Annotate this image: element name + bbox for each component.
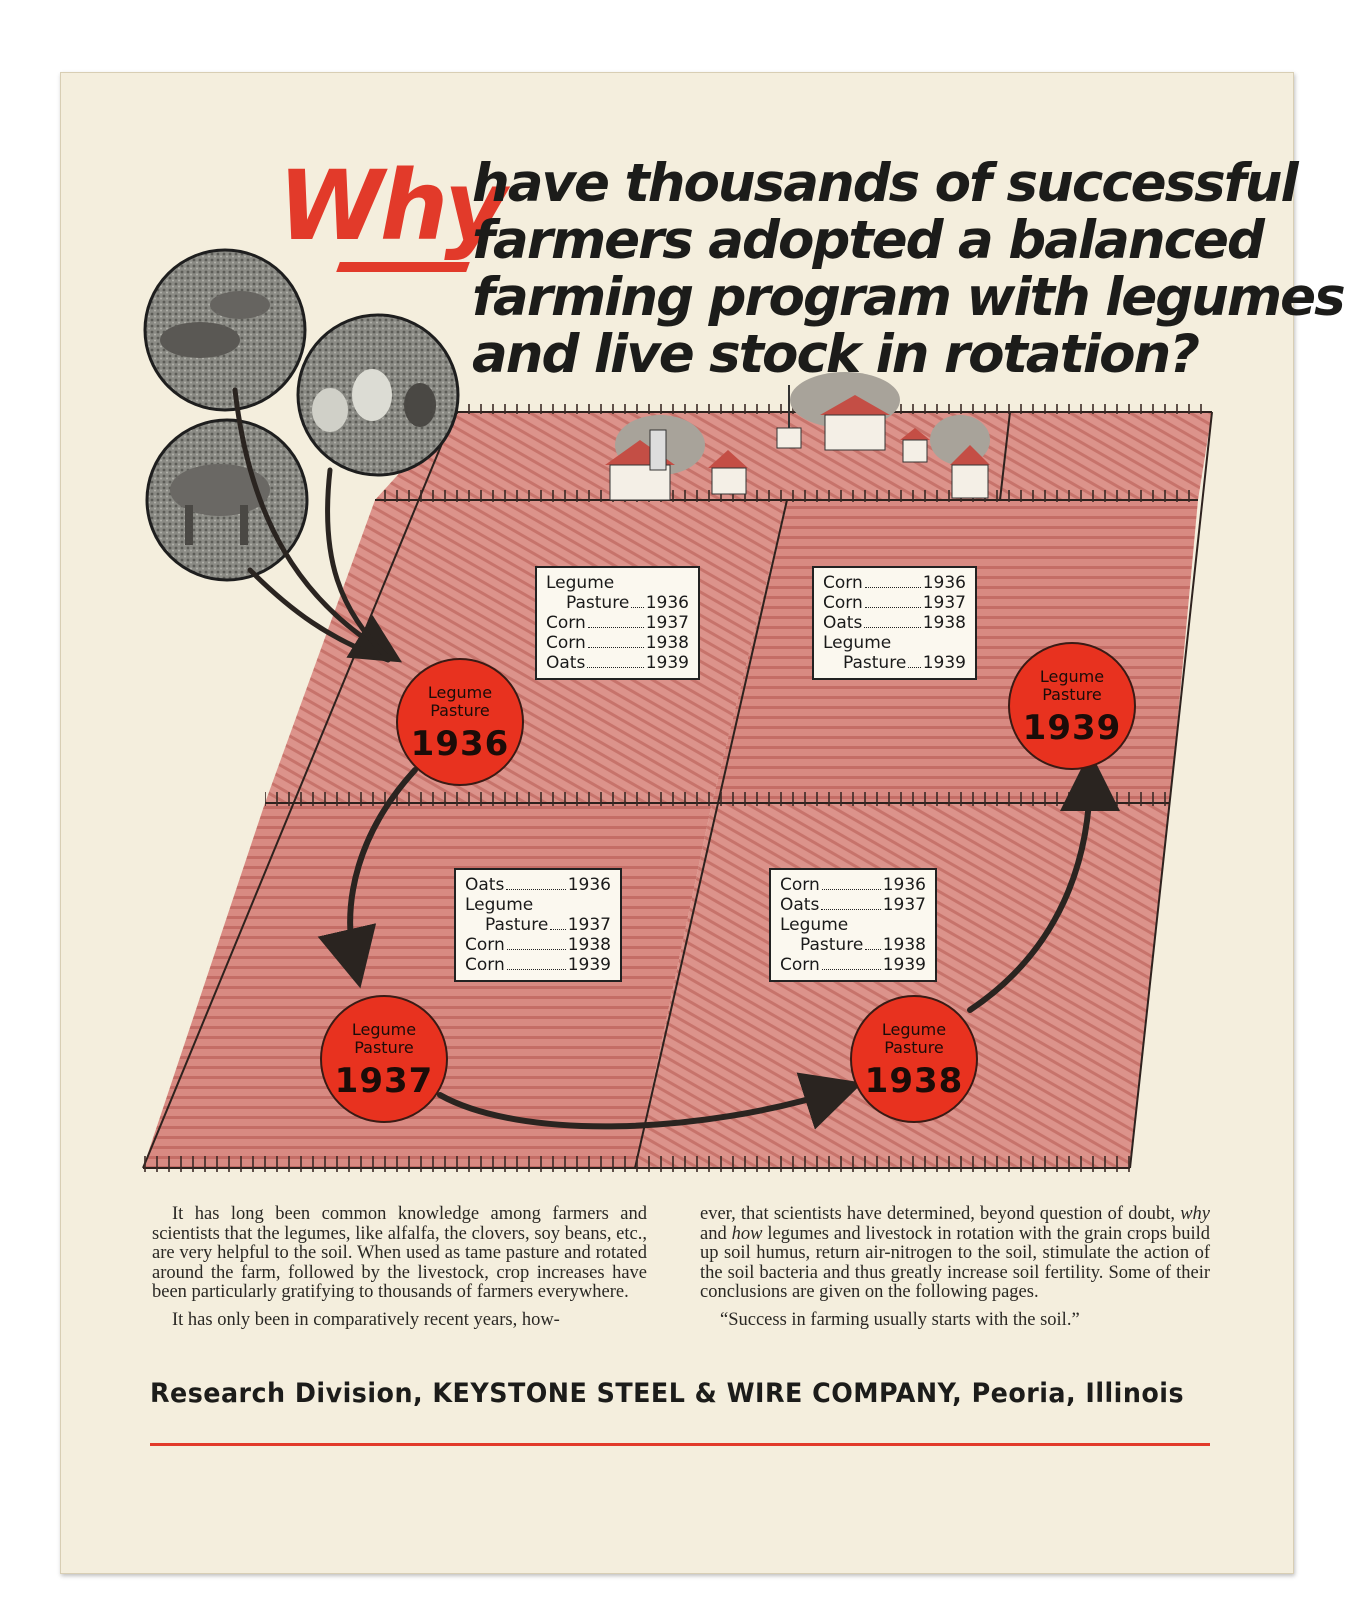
year-label: 1938 xyxy=(567,935,611,955)
field-bottom-left xyxy=(143,803,712,1168)
badge-line-1: Legume xyxy=(427,683,493,702)
rotation-box-field-4 xyxy=(769,868,937,982)
body-column-right xyxy=(700,1205,1210,1330)
crop-label: Oats xyxy=(546,653,586,673)
rotation-row xyxy=(546,653,689,673)
rotation-row xyxy=(823,573,966,593)
year-label: 1938 xyxy=(882,935,926,955)
year-label: 1937 xyxy=(882,895,926,915)
body-paragraph-3 xyxy=(700,1205,1210,1303)
crop-label: Corn xyxy=(823,573,863,593)
year-label: 1936 xyxy=(645,593,689,613)
badge-line-1: Legume xyxy=(1039,667,1105,686)
rotation-box-field-2 xyxy=(812,566,977,680)
photo-cattle xyxy=(298,315,458,475)
field-back xyxy=(375,412,1212,500)
rotation-row xyxy=(823,633,966,653)
body-column-left xyxy=(152,1205,647,1330)
badge-line-2: Pasture xyxy=(354,1038,414,1057)
headline-line-2: farmers adopted a balanced xyxy=(472,210,1263,271)
year-label: 1939 xyxy=(922,653,966,673)
rotation-box-field-3 xyxy=(454,868,622,982)
rotation-row xyxy=(546,633,689,653)
badge-line-1: Legume xyxy=(351,1020,417,1039)
fence-rail-cross xyxy=(265,792,1170,806)
rotation-row xyxy=(546,573,689,593)
rotation-row xyxy=(546,593,689,613)
year-label: 1938 xyxy=(645,633,689,653)
crop-label: Legume xyxy=(823,633,892,653)
crop-label: Legume xyxy=(780,915,849,935)
rotation-row xyxy=(465,935,611,955)
body-emphasis-why: why xyxy=(1180,1204,1210,1224)
crop-label: Oats xyxy=(823,613,863,633)
headline-why: Why xyxy=(278,150,503,262)
headline xyxy=(472,153,1344,385)
crop-label: Corn xyxy=(546,613,586,633)
body-quote: “Success in farming usually starts with the soil.” xyxy=(720,1309,1080,1330)
badge-legume-pasture-1936 xyxy=(396,658,524,786)
year-label: 1937 xyxy=(567,915,611,935)
rotation-row xyxy=(465,915,611,935)
rotation-row xyxy=(780,875,926,895)
fence-rail-mid xyxy=(375,490,1198,502)
year-label: 1936 xyxy=(922,573,966,593)
crop-label: Legume xyxy=(465,895,534,915)
crop-label: Corn xyxy=(780,955,820,975)
crop-label: Pasture xyxy=(800,935,864,955)
year-label: 1936 xyxy=(567,875,611,895)
rotation-row xyxy=(465,955,611,975)
badge-year: 1939 xyxy=(1022,708,1122,748)
crop-label: Corn xyxy=(780,875,820,895)
crop-label: Corn xyxy=(465,955,505,975)
badge-year: 1936 xyxy=(410,724,510,764)
crop-label: Corn xyxy=(823,593,863,613)
crop-label: Pasture xyxy=(485,915,549,935)
year-label: 1937 xyxy=(645,613,689,633)
badge-line-2: Pasture xyxy=(430,701,490,720)
rotation-row xyxy=(465,895,611,915)
why-underline xyxy=(336,262,470,272)
photo-pigs xyxy=(145,250,305,410)
badge-legume-pasture-1938 xyxy=(850,995,978,1123)
rotation-row xyxy=(780,895,926,915)
rotation-row xyxy=(780,935,926,955)
rotation-row xyxy=(465,875,611,895)
headline-line-3: farming program with legumes xyxy=(472,267,1344,328)
rotation-row xyxy=(823,613,966,633)
body-emphasis-how: how xyxy=(731,1223,763,1244)
year-label: 1938 xyxy=(922,613,966,633)
badge-legume-pasture-1937 xyxy=(320,995,448,1123)
badge-line-1: Legume xyxy=(881,1020,947,1039)
year-label: 1939 xyxy=(567,955,611,975)
year-label: 1937 xyxy=(922,593,966,613)
body-paragraph-2: It has only been in comparatively recent years, how- xyxy=(172,1309,560,1330)
rotation-row xyxy=(823,653,966,673)
crop-label: Legume xyxy=(546,573,615,593)
crop-label: Oats xyxy=(780,895,820,915)
badge-legume-pasture-1939 xyxy=(1008,642,1136,770)
rotation-row xyxy=(780,915,926,935)
year-label: 1939 xyxy=(645,653,689,673)
badge-line-2: Pasture xyxy=(1042,685,1102,704)
year-label: 1936 xyxy=(882,875,926,895)
footer-credit: Research Division, KEYSTONE STEEL & WIRE COMPANY, Peoria, Illinois xyxy=(150,1378,1185,1409)
rotation-row xyxy=(546,613,689,633)
rotation-box-field-1 xyxy=(535,566,700,680)
badge-year: 1937 xyxy=(334,1061,434,1101)
badge-line-2: Pasture xyxy=(884,1038,944,1057)
rotation-row xyxy=(780,955,926,975)
badge-year: 1938 xyxy=(864,1061,964,1101)
footer-rule xyxy=(150,1443,1210,1446)
rotation-row xyxy=(823,593,966,613)
field-top-left xyxy=(265,500,787,803)
crop-label: Oats xyxy=(465,875,505,895)
headline-line-1: have thousands of successful xyxy=(472,153,1297,214)
headline-line-4: and live stock in rotation? xyxy=(472,324,1198,385)
photo-horses xyxy=(147,420,307,580)
body-text: ever, that scientists have determined, beyond question of doubt, xyxy=(700,1204,1181,1224)
body-text: legumes and livestock in rotation with the grain crops build up soil humus, return air-nitrogen to the soil, stimulate the action of the soil bacteria and thus greatly increase soil fertility. Some of their conclusions are given on the following pages. xyxy=(700,1223,1210,1302)
crop-label: Pasture xyxy=(843,653,907,673)
year-label: 1939 xyxy=(882,955,926,975)
crop-label: Corn xyxy=(465,935,505,955)
crop-label: Pasture xyxy=(566,593,630,613)
crop-label: Corn xyxy=(546,633,586,653)
body-text: and xyxy=(700,1223,732,1244)
fence-rail-front xyxy=(143,1156,1130,1172)
body-paragraph-1: It has long been common knowledge among farmers and scientists that the legumes, like alfalfa, the clovers, soy beans, etc., are very helpful to the soil. When used as tame pasture and rotated around the farm, followed by the livestock, crop increases have been particularly gratifying to thousands of farmers everywhere. xyxy=(152,1204,647,1302)
